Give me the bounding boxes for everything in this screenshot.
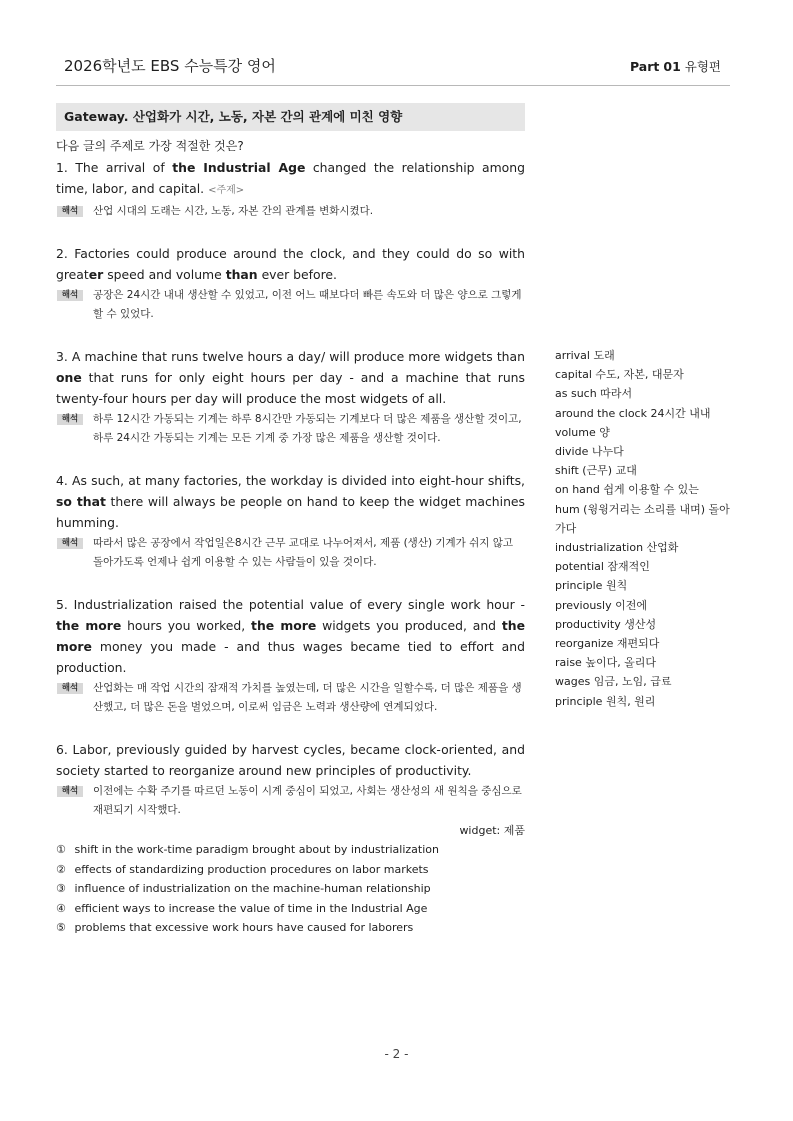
paragraph-translation: 해석 산업화는 매 작업 시간의 잠재적 가치를 높였는데, 더 많은 시간을 일할수록, 더 많은 제품을 생산했고, 더 많은 돈을 벌었으며, 이로써 임금은 노력과 생산량에 연계되었다. (56, 679, 525, 717)
paragraph-translation: 해석 하루 12시간 가동되는 기계는 하루 8시간만 가동되는 기계보다 더 많은 제품을 생산할 것이고, 하루 24시간 가동되는 기계는 모든 기계 중 가장 많은 제품을 생산할 것이다. (56, 410, 525, 448)
translation-badge: 해석 (57, 414, 83, 425)
vocab-item: principle 원칙 (555, 579, 628, 593)
vocab-item: shift (근무) 교대 (555, 464, 637, 478)
highlight: than (225, 267, 258, 282)
paragraph-3 (56, 346, 525, 448)
highlight: the Industrial Age (172, 160, 306, 175)
vocab-item: previously 이전에 (555, 598, 647, 612)
translation-badge: 해석 (57, 683, 83, 694)
choice-text: shift in the work-time paradigm brought about by industrialization (74, 843, 439, 856)
vocabulary-list (555, 346, 740, 711)
choice-text: efficient ways to increase the value of time in the Industrial Age (74, 901, 428, 915)
answer-choice-4[interactable] (56, 899, 525, 919)
translation-badge: 해석 (57, 290, 83, 301)
paragraph-english: 5. Industrialization raised the potential value of every single work hour - the more hours you worked, the more widgets you produced, and the more money you made - and thus wages became tied to effort and production. (56, 597, 525, 675)
paragraph-6 (56, 739, 525, 820)
paragraph-english: 6. Labor, previously guided by harvest cycles, became clock-oriented, and society started to reorganize around new principles of productivity. (56, 742, 525, 778)
paragraph-5 (56, 594, 525, 717)
vocab-item: volume 양 (555, 425, 610, 439)
vocab-item: divide 나누다 (555, 445, 624, 459)
header-divider (56, 85, 730, 86)
paragraph-1 (56, 157, 525, 221)
choice-text: effects of standardizing production procedures on labor markets (74, 862, 429, 876)
paragraph-2 (56, 243, 525, 324)
question-prompt: 다음 글의 주제로 가장 적절한 것은? (56, 139, 244, 153)
choice-text: influence of industrialization on the machine-human relationship (74, 882, 431, 895)
translation-badge: 해석 (57, 786, 83, 797)
translation-badge: 해석 (57, 206, 83, 217)
highlight: er (88, 267, 104, 282)
vocab-item: industrialization 산업화 (555, 541, 679, 555)
answer-choice-3[interactable] (56, 879, 525, 899)
answer-choices (56, 840, 525, 938)
part-label: Part (629, 59, 660, 74)
vocab-item: arrival 도래 (555, 349, 615, 362)
highlight: the more (56, 618, 122, 633)
part-number: 01 (663, 59, 681, 74)
vocab-item: principle 원칙, 원리 (555, 694, 656, 708)
choice-number: ② (56, 862, 66, 876)
vocab-item: reorganize 재편되다 (555, 637, 660, 651)
paragraph-english: 2. Factories could produce around the clock, and they could do so with greater speed and volume than ever before. (56, 246, 525, 282)
vocab-item: around the clock 24시간 내내 (555, 406, 711, 420)
choice-number: ⑤ (56, 921, 66, 934)
gateway-title: Gateway. 산업화가 시간, 노동, 자본 간의 관계에 미친 영향 (56, 103, 525, 131)
translation-badge: 해석 (57, 538, 83, 549)
paragraph-4 (56, 470, 525, 572)
choice-number: ① (56, 843, 66, 856)
vocab-item: wages 임금, 노임, 급료 (555, 675, 672, 689)
paragraph-translation: 해석 공장은 24시간 내내 생산할 수 있었고, 이전 어느 때보다더 빠른 속도와 더 많은 양으로 그렇게 할 수 있었다. (56, 286, 525, 324)
topic-tag: <주제> (208, 185, 245, 196)
paragraph-english: 3. A machine that runs twelve hours a day/ will produce more widgets than one that runs for only eight hours per day - and a machine that runs twenty-four hours per day will produce the most widgets of all. (56, 349, 525, 406)
highlight: so that (56, 494, 106, 509)
page-number: - 2 - (384, 1047, 409, 1061)
vocab-item: as such 따라서 (555, 387, 633, 401)
choice-number: ③ (56, 882, 66, 895)
paragraph-translation: 해석 따라서 많은 공장에서 작업일은8시간 근무 교대로 나누어져서, 제품 (생산) 기계가 쉬지 않고 돌아가도록 언제나 쉽게 이용할 수 있는 사람들이 있을 것이다. (56, 534, 525, 572)
vocab-item: on hand 쉽게 이용할 수 있는 (555, 483, 699, 497)
answer-choice-1[interactable] (56, 840, 525, 860)
choice-text: problems that excessive work hours have caused for laborers (74, 921, 414, 934)
vocab-item: capital 수도, 자본, 대문자 (555, 368, 684, 382)
widget-note: widget: 제품 (459, 824, 525, 837)
header-title: 2026학년도 EBS 수능특강 영어 (64, 57, 276, 75)
paragraph-translation: 해석 산업 시대의 도래는 시간, 노동, 자본 간의 관계를 변화시켰다. (56, 202, 525, 221)
vocab-item: potential 잠재적인 (555, 560, 650, 574)
answer-choice-2[interactable] (56, 860, 525, 880)
highlight: the more (56, 618, 525, 654)
choice-number: ④ (56, 901, 66, 915)
vocab-item: raise 높이다, 올리다 (555, 656, 657, 670)
paragraph-english: 1. The arrival of the Industrial Age changed the relationship among time, labor, and capital. <주제> (56, 160, 525, 196)
highlight: the more (251, 618, 317, 633)
paragraph-translation: 해석 이전에는 수확 주기를 따르던 노동이 시계 중심이 되었고, 사회는 생산성의 새 원칙을 중심으로 재편되기 시작했다. (56, 782, 525, 820)
vocab-item: hum (윙윙거리는 소리를 내며) 돌아가다 (555, 502, 730, 535)
main-column (56, 103, 525, 938)
paragraph-english: 4. As such, at many factories, the workday is divided into eight-hour shifts, so that there will always be people on hand to keep the widget machines humming. (56, 473, 526, 530)
answer-choice-5[interactable] (56, 918, 525, 938)
highlight: one (56, 370, 82, 385)
vocab-item: productivity 생산성 (555, 617, 657, 631)
part-name: 유형편 (684, 59, 721, 74)
header-part (630, 57, 721, 75)
